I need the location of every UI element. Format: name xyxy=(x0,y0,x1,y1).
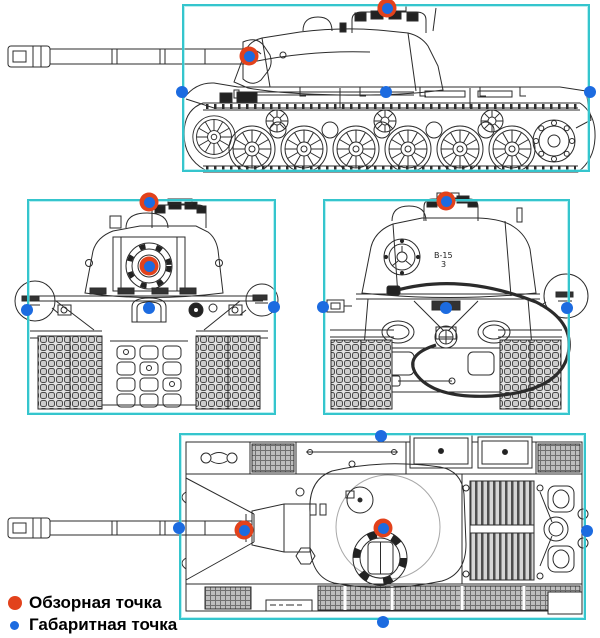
dimension-point xyxy=(561,302,573,314)
dimension-point xyxy=(173,522,185,534)
dimension-point xyxy=(176,86,188,98)
dimension-point xyxy=(268,301,280,313)
observation-dimension-point xyxy=(140,193,159,212)
observation-dimension-point xyxy=(240,47,259,66)
dimension-point xyxy=(317,301,329,313)
observation-point-icon xyxy=(8,596,22,610)
turret-marking-number: 3 xyxy=(441,260,447,269)
dimension-point xyxy=(584,86,596,98)
dimension-point xyxy=(143,302,155,314)
observation-dimension-point xyxy=(437,192,456,211)
legend-label-dimension: Габаритная точка xyxy=(29,615,178,634)
dimension-point xyxy=(21,304,33,316)
dimension-point xyxy=(375,430,387,442)
turret-marking-text: В-15 xyxy=(434,251,453,260)
legend-label-observation: Обзорная точка xyxy=(29,593,162,612)
observation-dimension-point xyxy=(140,257,159,276)
dimension-point xyxy=(440,302,452,314)
legend xyxy=(6,592,177,636)
observation-dimension-point xyxy=(235,521,254,540)
legend-item-dimension xyxy=(6,614,177,636)
dimension-point xyxy=(380,86,392,98)
dimension-point-icon xyxy=(10,621,19,630)
dimension-point xyxy=(377,616,389,628)
legend-item-observation xyxy=(6,592,177,614)
observation-dimension-point xyxy=(374,519,393,538)
dimension-point xyxy=(581,525,593,537)
